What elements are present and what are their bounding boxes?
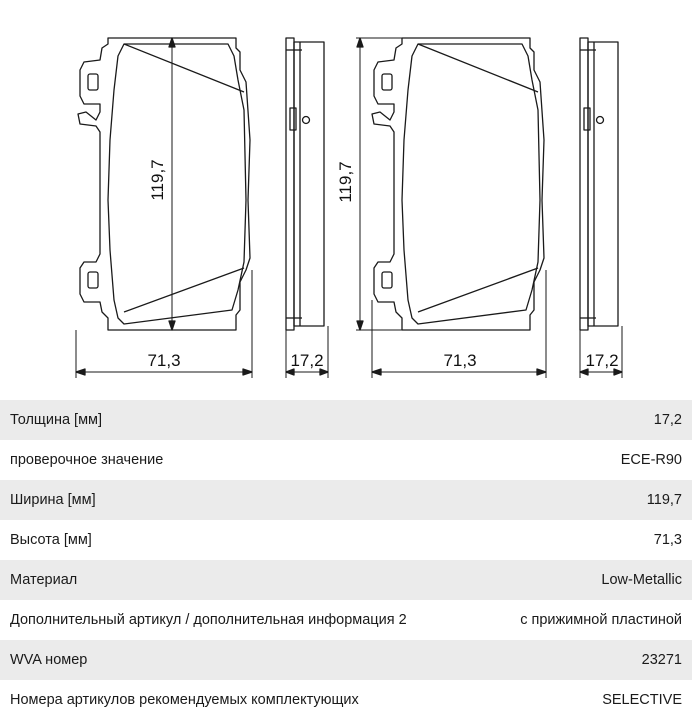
- brake-pad-side-view-2: [580, 38, 618, 330]
- spec-label: Номера артикулов рекомендуемых комплектующих: [10, 692, 359, 708]
- spec-row-thickness: [0, 400, 692, 440]
- brake-pad-face-view-2: [372, 38, 544, 330]
- spec-value: 71,3: [653, 532, 682, 548]
- spec-row-test-value: [0, 440, 692, 480]
- spec-row-material: [0, 560, 692, 600]
- height-label-2: 119,7: [336, 161, 355, 203]
- spec-label: проверочное значение: [10, 452, 164, 468]
- spec-label: Высота [мм]: [10, 532, 92, 548]
- spec-value: с прижимной пластиной: [520, 612, 682, 628]
- brake-pad-side-view-1: [286, 38, 324, 330]
- height-dimension-1: [169, 38, 175, 330]
- spec-row-additional-info: [0, 600, 692, 640]
- spec-row-recommended-accessories: [0, 680, 692, 720]
- spec-value: SELECTIVE: [602, 692, 682, 708]
- spec-value: ECE-R90: [620, 452, 682, 468]
- spec-label: Материал: [10, 572, 78, 588]
- width-label-1: 71,3: [147, 351, 181, 370]
- specifications-table: [0, 400, 692, 720]
- thickness-label-1: 17,2: [290, 351, 324, 370]
- spec-label: Ширина [мм]: [10, 492, 96, 508]
- spec-value: Low-Metallic: [601, 572, 682, 588]
- spec-value: 119,7: [646, 492, 682, 508]
- spec-label: Толщина [мм]: [10, 412, 103, 428]
- width-label-2: 71,3: [443, 351, 477, 370]
- spec-row-height: [0, 520, 692, 560]
- spec-row-wva-number: [0, 640, 692, 680]
- spec-row-width: [0, 480, 692, 520]
- height-dimension-2: [356, 38, 402, 330]
- spec-label: WVA номер: [10, 652, 88, 668]
- spec-value: 23271: [641, 652, 682, 668]
- spec-label: Дополнительный артикул / дополнительная информация 2: [10, 612, 407, 628]
- height-label-1: 119,7: [148, 159, 167, 201]
- thickness-label-2: 17,2: [585, 351, 619, 370]
- spec-value: 17,2: [653, 412, 682, 428]
